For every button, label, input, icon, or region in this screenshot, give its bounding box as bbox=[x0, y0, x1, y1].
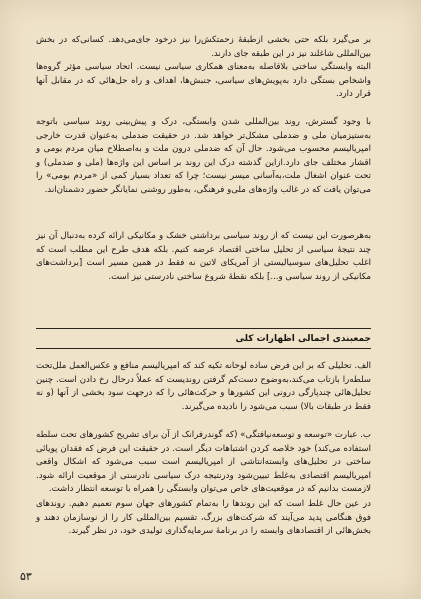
section-heading: جمعبندی اجمالی اظهارات کلی bbox=[235, 334, 371, 344]
paragraph: با وجود گسترش، روند بین‌المللی شدن وابستگی، درک و پیش‌بینی روند سیاسی باتوجه به‌ستیزمیان ملی و ضدملی مشکل‌تر خواهد شد. در حقیقت ضدملی به‌عنوان قدرت خارجی امپریالیسم محسوب می‌شود. حال آن که ضدملی درون ملت و به‌اصطلاح میان مردم بومی و اقشار مختلف جای دارد.ازاین گذشته درک این روند بر اساس این واژه‌ها (ملی و ضدملی) و تحت عنوان اشغال ملت،به‌آسانی میسر نیست؛ چرا که تعداد بسیار کمی از «مردم بومی» را می‌توان یافت که در غالب واژه‌های ملی‌و فرهنگی، به‌طور روشنی نمایانگر حضور دشمنان‌اند. bbox=[36, 117, 371, 195]
paragraph: به‌هرصورت این نیست که از روند سیاسی برداشتی خشک و مکانیکی ارائه کرده به‌دنبال آن نیز چند نتیجهٔ سیاسی از تحلیل ساختی اقتصاد عرضه کنیم. بلکه هدف طرح این مطلب است که اغلب تحلیل‌های سوسیالیستی از آمریکای لاتین نه فقط در همین مسیر است [برداشت‌های مکانیکی از روند سیاسی و...] بلکه نقطهٔ شروع ساختی نادرستی نیز است. bbox=[36, 231, 371, 282]
page-number: ۵۳ bbox=[20, 570, 32, 583]
paragraph: در عین حال غلط است که این روندها را به‌تمام کشورهای جهان سوم تعمیم دهیم. روندهای فوق هنگامی پدید می‌آیند که شرکت‌های بزرگ، تقسیم بین‌المللی کار را از نوسازمان دهند و بخش‌هائی از اقتصادهای وابسته را در برنامهٔ سرمایه‌گذاری تولیدی خود، در نظر گیرند. bbox=[36, 499, 371, 537]
text-block-final bbox=[36, 498, 371, 539]
text-block-conclusion bbox=[36, 230, 371, 284]
paragraph: الف. تحلیلی که بر این فرض ساده لوحانه تکیه کند که امپریالیسم منافع و عکس‌العمل ملل‌تحت سلطه‌را بازتاب می‌کند،به‌وضوح دست‌کم گرفتن روندیست که عملاً درحال رخ دادن است. چنین تحلیل‌هائی چندپارگی درونی این کشورها و حرکت‌هائی را که درجهت سود بخشی از آنها (و نه فقط در طبقات بالا) سبب می‌شود را نادیده می‌گیرند. bbox=[36, 361, 371, 412]
text-block-middle bbox=[36, 116, 371, 198]
section-rule-top bbox=[36, 328, 371, 329]
paragraph: البته وابستگی ساختی بلاقاصله به‌معنای همکاری سیاسی نیست. اتحاد سیاسی مؤثر گروه‌ها واشخاص بستگی دارد به‌پویش‌های سیاسی، جنبش‌ها، اهداف و راه حل‌هائی که در مقابل آنها قرار دارد. bbox=[36, 62, 371, 100]
paragraph: ب. عبارت «توسعه و توسعه‌نیافتگی» (که گوندرفرانک از آن برای تشریح کشورهای تحت سلطه استفاده می‌کند) خود خلاصه کردن اشتباهات دیگر است. در حقیقت این فرض که فقدان پویائی ساختی در تحلیل‌های وابسته‌انتاشی از امپریالیسم است سبب می‌شود که اشکال واقعی امپریالیسم اقتصادی به‌غلط تبیین‌شود ودرنتیجه درک سیاسی نادرستی از موقعیت ارائه شود. لازمست بدانیم که در موقعیت‌های خاص می‌توان وابستگی را همراه با توسعه انتظار داشت. bbox=[36, 430, 371, 495]
paragraph: بر می‌گیرد بلکه حتی بخشی ازطبقهٔ زحمتکش‌را نیز درخود جای‌می‌دهد. کسانی‌که در بخش بین‌المللی شاغلند نیز در این طبقه جای دارند. bbox=[36, 35, 371, 59]
text-block-point-b bbox=[36, 429, 371, 497]
text-block-top bbox=[36, 34, 371, 102]
section-rule-bottom bbox=[36, 348, 371, 349]
text-block-point-a bbox=[36, 360, 371, 414]
